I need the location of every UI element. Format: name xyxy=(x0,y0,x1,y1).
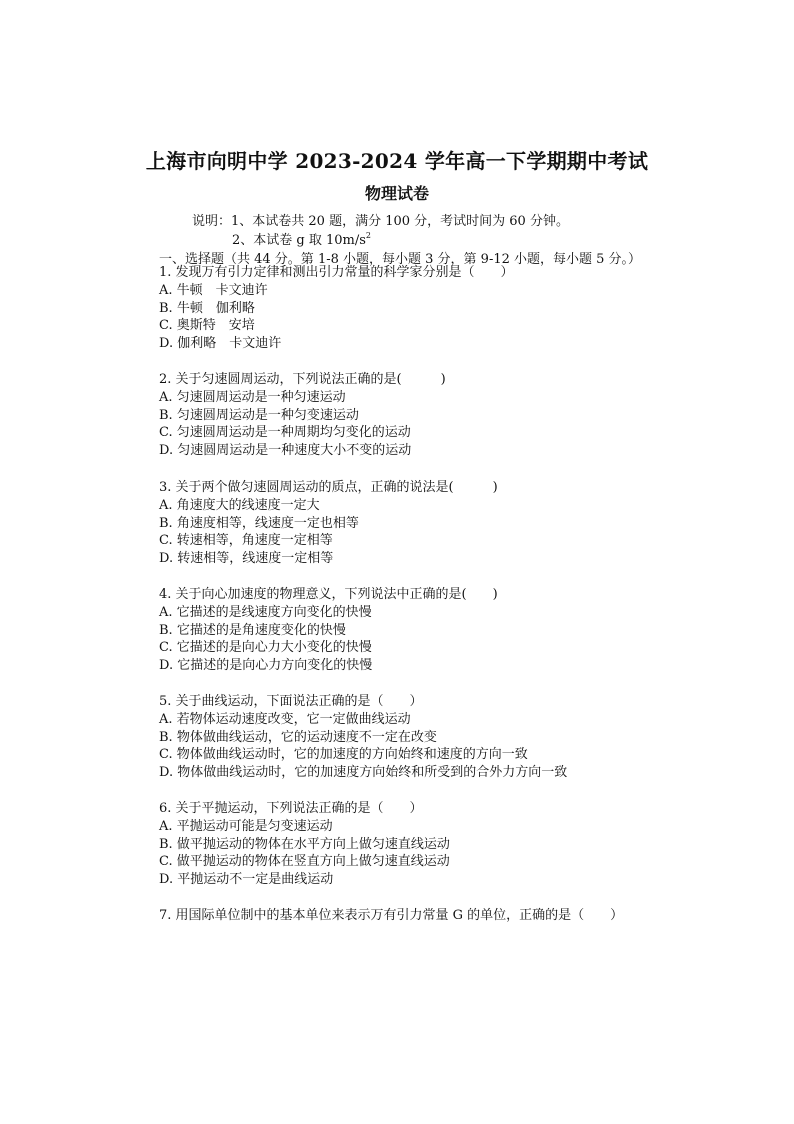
option-c: C. 物体做曲线运动时，它的加速度的方向始终和速度的方向一致 xyxy=(159,747,528,763)
option-d: D. 伽利略 卡文迪许 xyxy=(159,335,282,351)
question-stem: 7. 用国际单位制中的基本单位来表示万有引力常量 G 的单位，正确的是（ ） xyxy=(159,908,624,923)
instruction-line-1: 说明：1、本试卷共 20 题，满分 100 分，考试时间为 60 分钟。 xyxy=(192,214,569,229)
option-a: A. 匀速圆周运动是一种匀速运动 xyxy=(159,390,346,405)
section-heading: 一、选择题（共 44 分。第 1-8 小题，每小题 3 分，第 9-12 小题，每小题 5 分。） xyxy=(159,252,642,267)
question-stem: 6. 关于平抛运动，下列说法正确的是（ ） xyxy=(159,801,423,816)
option-b: B. 牛顿 伽利略 xyxy=(159,300,255,316)
question-5 xyxy=(159,693,567,781)
question-stem: 4. 关于向心加速度的物理意义，下列说法中正确的是( ) xyxy=(159,587,498,602)
option-d: D. 转速相等，线速度一定相等 xyxy=(159,550,334,566)
option-d: D. 平抛运动不一定是曲线运动 xyxy=(159,871,334,887)
question-4 xyxy=(159,586,498,674)
question-stem: 3. 关于两个做匀速圆周运动的质点，正确的说法是( ) xyxy=(159,480,498,495)
option-c: C. 做平抛运动的物体在竖直方向上做匀速直线运动 xyxy=(159,854,450,870)
option-c: C. 奥斯特 安培 xyxy=(159,318,255,334)
instruction-line-2 xyxy=(232,229,371,248)
option-b: B. 角速度相等，线速度一定也相等 xyxy=(159,515,359,531)
option-a: A. 平抛运动可能是匀变速运动 xyxy=(159,819,333,834)
option-b: B. 做平抛运动的物体在水平方向上做匀速直线运动 xyxy=(159,836,450,852)
option-d: D. 它描述的是向心力方向变化的快慢 xyxy=(159,657,373,673)
option-c: C. 转速相等，角速度一定相等 xyxy=(159,533,333,549)
option-b: B. 匀速圆周运动是一种匀变速运动 xyxy=(159,407,359,423)
question-stem: 2. 关于匀速圆周运动，下列说法正确的是( ) xyxy=(159,372,446,387)
question-1 xyxy=(159,264,514,352)
option-a: A. 角速度大的线速度一定大 xyxy=(159,498,320,513)
option-c: C. 它描述的是向心力大小变化的快慢 xyxy=(159,640,372,656)
option-a: A. 若物体运动速度改变，它一定做曲线运动 xyxy=(159,712,411,727)
question-3 xyxy=(159,479,498,567)
option-d: D. 匀速圆周运动是一种速度大小不变的运动 xyxy=(159,442,412,458)
exam-subtitle: 物理试卷 xyxy=(364,184,429,203)
question-7 xyxy=(159,907,623,925)
instruction-line-2-text: 2、本试卷 g 取 10m/s xyxy=(232,233,366,248)
option-a: A. 它描述的是线速度方向变化的快慢 xyxy=(159,605,372,620)
question-stem: 1. 发现万有引力定律和测出引力常量的科学家分别是（ ） xyxy=(159,265,514,280)
question-6 xyxy=(159,800,450,888)
exam-title: 上海市向明中学 2023-2024 学年高一下学期期中考试 xyxy=(145,149,649,173)
option-b: B. 它描述的是角速度变化的快慢 xyxy=(159,622,346,638)
option-c: C. 匀速圆周运动是一种周期均匀变化的运动 xyxy=(159,425,411,441)
question-2 xyxy=(159,371,446,459)
option-d: D. 物体做曲线运动时，它的加速度方向始终和所受到的合外力方向一致 xyxy=(159,764,568,780)
question-stem: 5. 关于曲线运动，下面说法正确的是（ ） xyxy=(159,694,423,709)
option-a: A. 牛顿 卡文迪许 xyxy=(159,283,268,298)
option-b: B. 物体做曲线运动，它的运动速度不一定在改变 xyxy=(159,729,437,745)
instruction-line-2-superscript: 2 xyxy=(365,231,372,240)
